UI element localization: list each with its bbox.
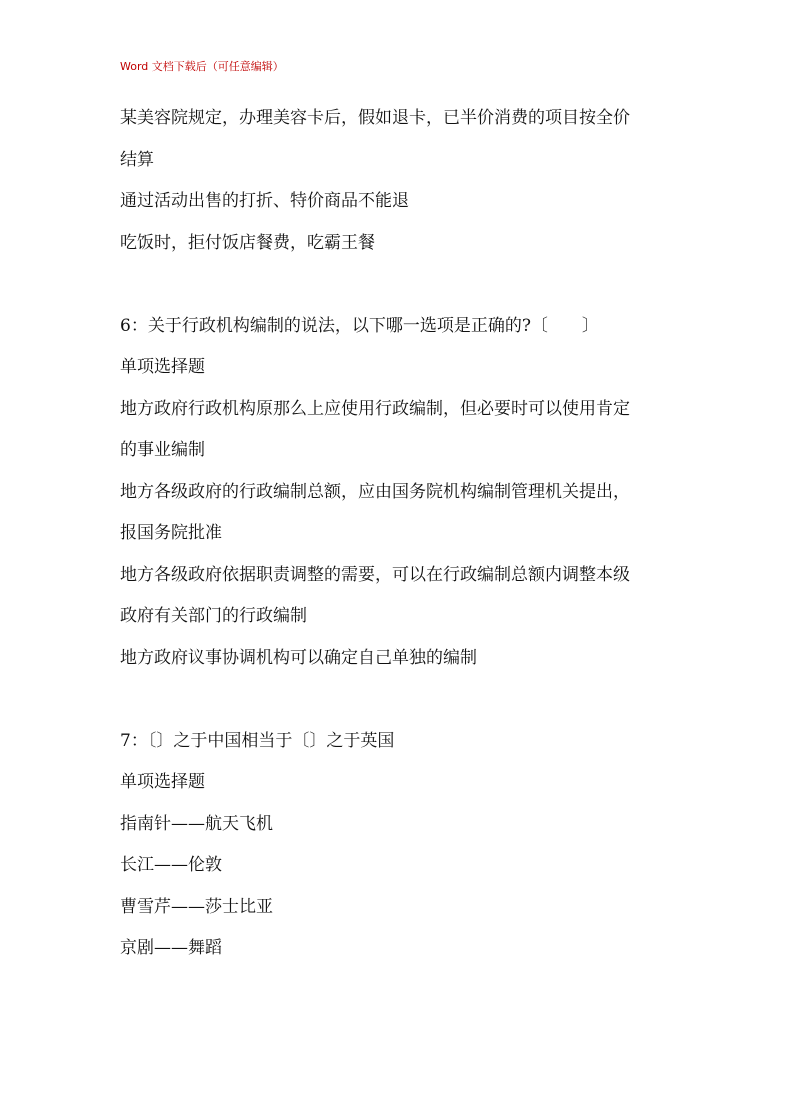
spacer [120, 264, 680, 306]
question-6-option: 地方政府议事协调机构可以确定自己单独的编制 [120, 647, 477, 668]
option-text: 某美容院规定，办理美容卡后，假如退卡，已半价消费的项目按全价 [120, 108, 630, 128]
option-text: 结算 [120, 149, 154, 170]
question-7-title: 7：〔〕之于中国相当于〔〕之于英国 [120, 730, 395, 751]
question-6-option: 地方政府行政机构原那么上应使用行政编制，但必要时可以使用肯定 [120, 398, 630, 419]
question-6-type: 单项选择题 [120, 357, 205, 377]
question-6-option: 的事业编制 [120, 440, 205, 460]
question-7-option: 长江——伦敦 [120, 855, 222, 875]
question-6-option: 地方各级政府依据职责调整的需要，可以在行政编制总额内调整本级 [120, 564, 630, 585]
question-6-option: 报国务院批准 [120, 523, 222, 543]
option-text: 通过活动出售的打折、特价商品不能退 [120, 191, 409, 211]
question-6-option: 地方各级政府的行政编制总额，应由国务院机构编制管理机关提出， [120, 481, 630, 502]
question-7-type: 单项选择题 [120, 772, 205, 792]
question-6-option: 政府有关部门的行政编制 [120, 606, 307, 626]
option-text: 吃饭时，拒付饭店餐费，吃霸王餐 [120, 232, 375, 253]
question-7-option: 曹雪芹——莎士比亚 [120, 896, 273, 917]
page-header: Word 文档下载后（可任意编辑） [120, 60, 284, 73]
question-7-option: 指南针——航天飞机 [120, 813, 273, 834]
spacer [120, 679, 680, 721]
document-body [120, 98, 680, 970]
question-6-title: 6：关于行政机构编制的说法，以下哪一选项是正确的?〔 〕 [120, 315, 599, 336]
question-7-option: 京剧——舞蹈 [120, 938, 222, 958]
